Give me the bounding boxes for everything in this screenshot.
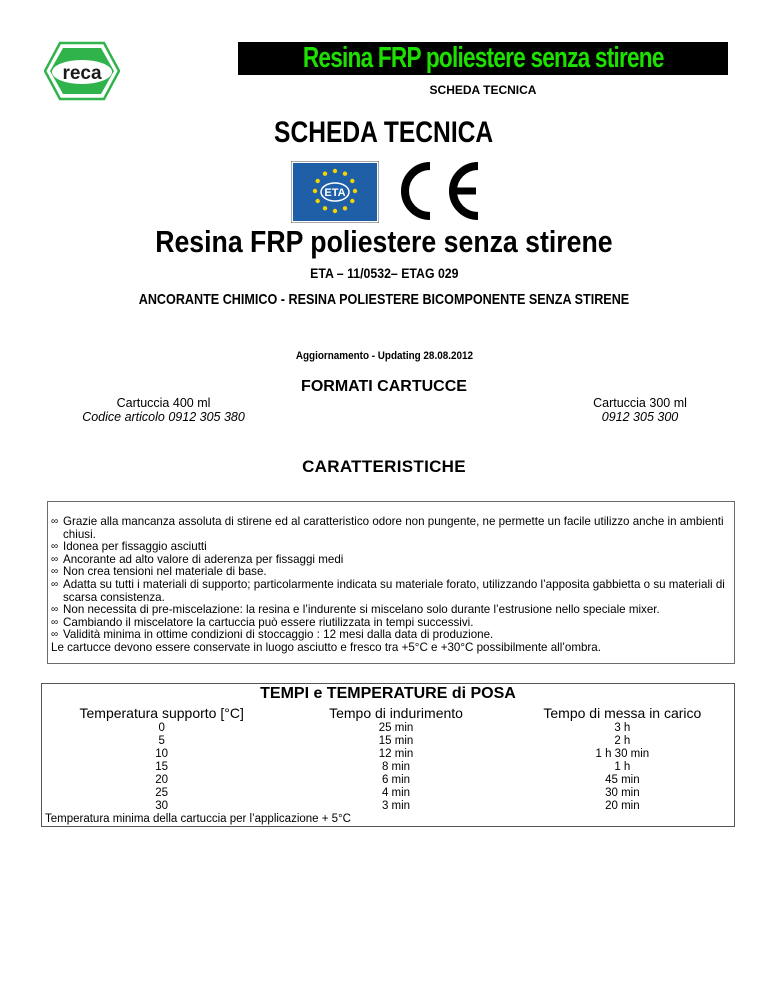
logo-text: reca — [62, 63, 102, 84]
table-row: 30 3 min 20 min — [155, 800, 640, 812]
col-header-temperature: Temperatura supporto [°C] — [79, 704, 244, 721]
formats-heading: FORMATI CARTUCCE — [301, 378, 467, 395]
cartridge-400 — [76, 396, 251, 424]
cartridge-400-name: Cartuccia 400 ml — [116, 396, 211, 410]
table-row: 0 25 min 3 h — [158, 722, 631, 734]
table-row: 5 15 min 2 h — [158, 735, 631, 747]
eta-flag-icon — [291, 161, 379, 223]
bullet-icon: ∞ — [51, 566, 59, 578]
bullet-icon: ∞ — [51, 516, 59, 527]
storage-note: Le cartucce devono essere conservate in luogo asciutto e fresco tra +5°C e +30°C possibilmente all’ombra. — [51, 640, 601, 654]
reca-logo — [44, 41, 120, 101]
table-row: 25 4 min 30 min — [155, 787, 640, 799]
table-footnote: Temperatura minima della cartuccia per l’applicazione + 5°C — [45, 813, 351, 825]
table-row: 20 6 min 45 min — [155, 774, 640, 786]
bullet-icon: ∞ — [51, 604, 59, 616]
bullet-icon: ∞ — [51, 578, 59, 590]
product-title: Resina FRP poliestere senza stirene — [155, 224, 613, 259]
update-date: Aggiornamento - Updating 28.08.2012 — [295, 350, 473, 362]
table-row: 10 12 min 1 h 30 min — [155, 748, 650, 760]
feature-item: ∞ Non necessita di pre-miscelazione: la resina e l’indurente si miscelano solo durante l’estrusione nello speciale mixer. — [51, 603, 660, 617]
cartridge-300-code: 0912 305 300 — [601, 410, 679, 424]
ce-mark-icon — [390, 158, 490, 224]
product-description: ANCORANTE CHIMICO - RESINA POLIESTERE BICOMPONENTE SENZA STIRENE — [138, 291, 630, 308]
feature-item: ∞ Cambiando il miscelatore la cartuccia può essere riutilizzata in tempi successivi. — [51, 615, 474, 629]
table-row: 15 8 min 1 h — [155, 761, 631, 773]
subheading: SCHEDA TECNICA — [429, 83, 537, 97]
bullet-icon: ∞ — [51, 553, 59, 565]
svg-text:ETA: ETA — [324, 187, 346, 199]
feature-item: ∞ Validità minima in ottime condizioni di stoccaggio : 12 mesi dalla data di produzione. — [51, 628, 494, 642]
header-banner — [238, 42, 728, 75]
feature-item: ∞ Ancorante ad alto valore di aderenza per fissaggi medi — [51, 552, 344, 566]
col-header-load-time: Tempo di messa in carico — [543, 704, 702, 721]
banner-title: Resina FRP poliestere senza stirene — [302, 42, 664, 74]
bullet-icon: ∞ — [51, 616, 59, 628]
feature-item: ∞ Adatta su tutti i materiali di supporto; particolarmente indicata su materiale forato, utilizzando l’apposita gabbietta o su materiali di scarsa consistenza. — [51, 577, 725, 604]
feature-item: ∞ Idonea per fissaggio asciutti — [51, 540, 207, 554]
col-header-curing-time: Tempo di indurimento — [329, 704, 463, 721]
feature-item: ∞ Grazie alla mancanza assoluta di stirene ed al caratteristico odore non pungente, ne permette un facile utilizzo anche in ambienti chiusi. — [51, 515, 724, 541]
main-title: SCHEDA TECNICA — [274, 116, 494, 149]
feature-item: ∞ Non crea tensioni nel materiale di base. — [51, 565, 267, 579]
table-footnote-row — [42, 813, 734, 826]
cartridge-400-code: Codice articolo 0912 305 380 — [82, 410, 245, 424]
features-box — [47, 501, 735, 664]
eta-reference: ETA – 11/0532– ETAG 029 — [309, 265, 459, 281]
bullet-icon: ∞ — [51, 541, 59, 553]
table-title: TEMPI e TEMPERATURE di POSA — [260, 685, 516, 702]
features-heading: CARATTERISTICHE — [302, 457, 466, 476]
cartridge-300-name: Cartuccia 300 ml — [593, 396, 687, 410]
features-list — [51, 516, 728, 642]
curing-table — [41, 683, 735, 827]
table-header-row — [42, 703, 734, 722]
cartridge-300 — [560, 396, 720, 424]
bullet-icon: ∞ — [51, 629, 59, 641]
